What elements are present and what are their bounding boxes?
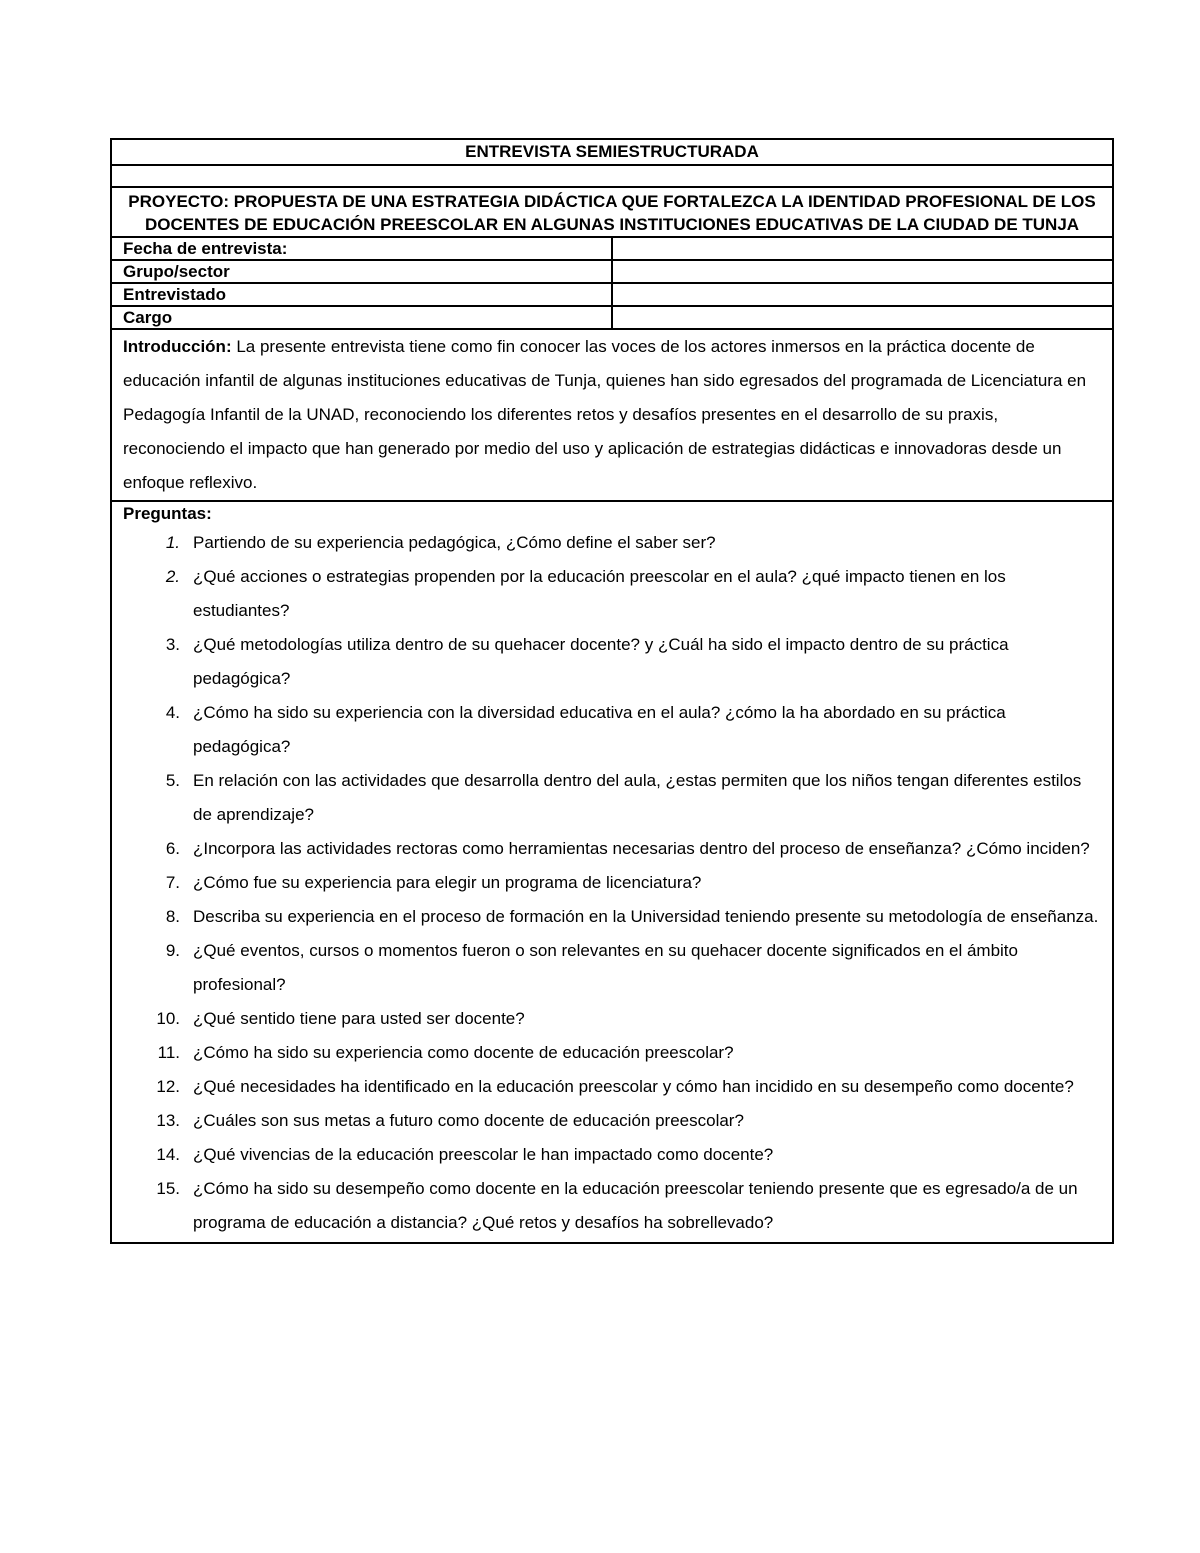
question-item (123, 1070, 1101, 1104)
questions-section (111, 501, 1113, 1243)
question-text: ¿Cómo ha sido su experiencia como docente de educación preescolar? (193, 1043, 734, 1062)
question-item (123, 526, 1101, 560)
question-number: 7. (165, 873, 180, 892)
field-value-fecha[interactable] (612, 237, 1113, 260)
question-text: ¿Cómo ha sido su desempeño como docente en la educación preescolar teniendo presente que es egresado/a de un programa de educación a distancia? ¿Qué retos y desafíos ha sobrellevado? (193, 1179, 1078, 1232)
field-value-grupo[interactable] (612, 260, 1113, 283)
question-number: 6. (165, 839, 180, 858)
question-text: ¿Qué sentido tiene para usted ser docente? (193, 1009, 525, 1028)
document-title: ENTREVISTA SEMIESTRUCTURADA (111, 139, 1113, 165)
question-item (123, 628, 1101, 696)
question-number: 5. (165, 771, 180, 790)
question-number: 9. (165, 941, 180, 960)
question-number: 10. (156, 1009, 180, 1028)
interview-document (110, 138, 1114, 1244)
blank-row (111, 165, 1113, 187)
question-number: 11. (157, 1043, 180, 1062)
question-text: ¿Cuáles son sus metas a futuro como docente de educación preescolar? (193, 1111, 744, 1130)
question-text: ¿Qué vivencias de la educación preescolar le han impactado como docente? (193, 1145, 774, 1164)
question-item (123, 900, 1101, 934)
question-number: 1. (165, 533, 180, 552)
question-item (123, 1036, 1101, 1070)
question-text: ¿Qué acciones o estrategias propenden por la educación preescolar en el aula? ¿qué impacto tienen en los estudiantes? (193, 567, 1006, 620)
question-text: ¿Qué eventos, cursos o momentos fueron o son relevantes en su quehacer docente significados en el ámbito profesional? (193, 941, 1018, 994)
question-number: 2. (165, 567, 180, 586)
question-number: 13. (156, 1111, 180, 1130)
question-item (123, 832, 1101, 866)
field-label-fecha: Fecha de entrevista: (111, 237, 612, 260)
field-label-grupo: Grupo/sector (111, 260, 612, 283)
question-item (123, 934, 1101, 1002)
question-text: Describa su experiencia en el proceso de formación en la Universidad teniendo presente su metodología de enseñanza. (193, 907, 1099, 926)
questions-heading: Preguntas: (123, 504, 212, 523)
interview-form-table (110, 138, 1114, 1244)
question-text: ¿Incorpora las actividades rectoras como herramientas necesarias dentro del proceso de enseñanza? ¿Cómo inciden? (193, 839, 1090, 858)
question-text: ¿Cómo ha sido su experiencia con la diversidad educativa en el aula? ¿cómo la ha abordado en su práctica pedagógica? (193, 703, 1006, 756)
question-text: ¿Qué necesidades ha identificado en la educación preescolar y cómo han incidido en su desempeño como docente? (193, 1077, 1074, 1096)
question-number: 4. (165, 703, 180, 722)
field-label-entrevistado: Entrevistado (111, 283, 612, 306)
question-number: 12. (156, 1077, 180, 1096)
introduction-section (111, 329, 1113, 501)
question-item (123, 866, 1101, 900)
introduction-text: La presente entrevista tiene como fin conocer las voces de los actores inmersos en la práctica docente de educación infantil de algunas instituciones educativas de Tunja, quienes han sido egresados del programada de Licenciatura en Pedagogía Infantil de la UNAD, reconociendo los diferentes retos y desafíos presentes en el desarrollo de su praxis, reconociendo el impacto que han generado por medio del uso y aplicación de estrategias didácticas e innovadoras desde un enfoque reflexivo. (123, 337, 1087, 492)
field-value-entrevistado[interactable] (612, 283, 1113, 306)
question-text: En relación con las actividades que desarrolla dentro del aula, ¿estas permiten que los niños tengan diferentes estilos de aprendizaje? (193, 771, 1082, 824)
question-number: 8. (165, 907, 180, 926)
question-number: 15. (156, 1179, 180, 1198)
field-value-cargo[interactable] (612, 306, 1113, 329)
question-item (123, 1138, 1101, 1172)
question-item (123, 1104, 1101, 1138)
question-item (123, 764, 1101, 832)
question-item (123, 560, 1101, 628)
question-item (123, 1002, 1101, 1036)
question-number: 3. (165, 635, 180, 654)
project-title: PROYECTO: PROPUESTA DE UNA ESTRATEGIA DIDÁCTICA QUE FORTALEZCA LA IDENTIDAD PROFESIONAL DE LOS DOCENTES DE EDUCACIÓN PREESCOLAR EN ALGUNAS INSTITUCIONES EDUCATIVAS DE LA CIUDAD DE TUNJA (111, 187, 1113, 237)
question-text: Partiendo de su experiencia pedagógica, ¿Cómo define el saber ser? (193, 533, 716, 552)
question-item (123, 1172, 1101, 1240)
field-label-cargo: Cargo (111, 306, 612, 329)
question-item (123, 696, 1101, 764)
question-number: 14. (156, 1145, 180, 1164)
question-text: ¿Qué metodologías utiliza dentro de su quehacer docente? y ¿Cuál ha sido el impacto dentro de su práctica pedagógica? (193, 635, 1009, 688)
questions-list (123, 526, 1101, 1240)
introduction-label: Introducción: (123, 337, 232, 356)
question-text: ¿Cómo fue su experiencia para elegir un programa de licenciatura? (193, 873, 702, 892)
